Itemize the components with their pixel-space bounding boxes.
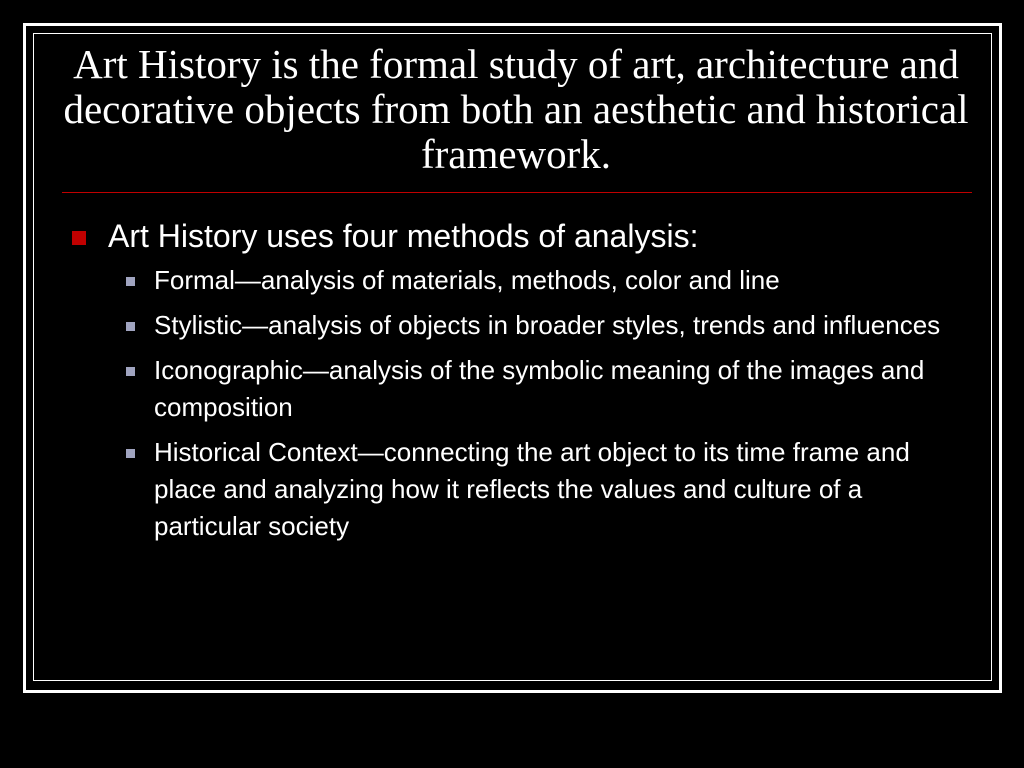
- sub-bullet-stylistic: [126, 307, 970, 344]
- small-square-bullet-icon: [126, 449, 135, 458]
- small-square-bullet-icon: [126, 367, 135, 376]
- small-square-bullet-icon: [126, 322, 135, 331]
- sub-bullet-historical-context: [126, 434, 970, 545]
- sub-bullet-formal: [126, 262, 970, 299]
- main-bullet: [70, 212, 970, 260]
- sub-bullet-text: Iconographic—analysis of the symbolic meaning of the images and composition: [154, 355, 925, 422]
- sub-bullet-text: Historical Context—connecting the art object to its time frame and place and analyzing how it reflects the values and culture of a particular society: [154, 437, 910, 541]
- sub-bullet-text: Formal—analysis of materials, methods, color and line: [154, 265, 780, 295]
- slide-content: [70, 212, 970, 553]
- main-bullet-text: Art History uses four methods of analysis:: [108, 218, 699, 254]
- sub-bullet-iconographic: [126, 352, 970, 426]
- slide-title: Art History is the formal study of art, architecture and decorative objects from both an aesthetic and historical framework.: [63, 41, 969, 177]
- sub-bullet-text: Stylistic—analysis of objects in broader styles, trends and influences: [154, 310, 941, 340]
- sub-bullet-list: [70, 262, 970, 545]
- title-divider: [62, 192, 972, 193]
- square-bullet-icon: [72, 231, 86, 245]
- small-square-bullet-icon: [126, 277, 135, 286]
